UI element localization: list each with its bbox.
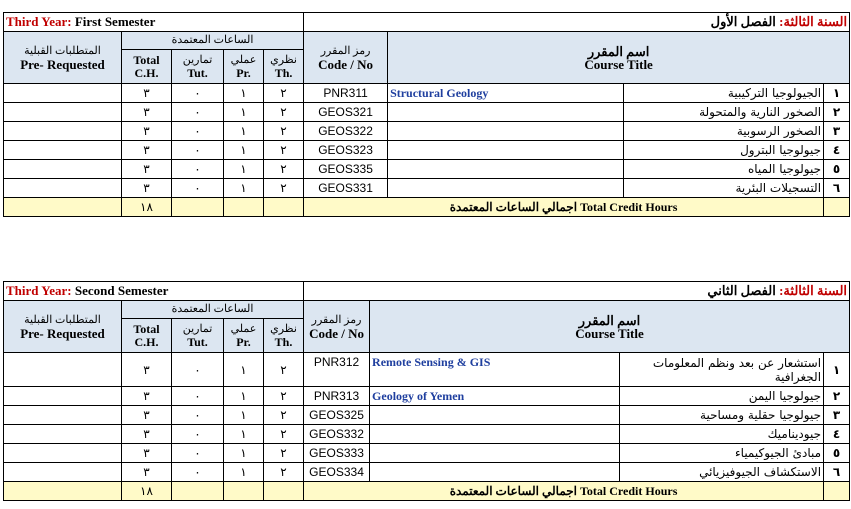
code-header: رمز المقرر Code / No [304,301,370,353]
row-index: ٤ [824,141,850,160]
code-cell: GEOS334 [304,463,370,482]
th-total-cell [264,198,304,217]
total-cell: ٣ [122,406,172,425]
code-cell: GEOS325 [304,406,370,425]
course-title-ar: جيولوجيا المياه [624,160,824,179]
pr-header: عملي Pr. [224,319,264,353]
tut-cell: ٠ [172,387,224,406]
credit-hours-header: الساعات المعتمدة [122,301,304,319]
semester-title-ar: السنة الثالثة: الفصل الثاني [304,282,850,301]
course-title-ar: الجيولوجيا التركيبية [624,84,824,103]
code-cell: GEOS332 [304,425,370,444]
pr-cell: ١ [224,444,264,463]
prereq-header: المتطلبات القبلية Pre- Requested [4,32,122,84]
prereq-cell [4,122,122,141]
pr-cell: ١ [224,463,264,482]
total-ch-header: Total C.H. [122,319,172,353]
code-cell: GEOS335 [304,160,388,179]
pr-cell: ١ [224,353,264,387]
th-cell: ٢ [264,444,304,463]
course-title-en [370,406,620,425]
tut-cell: ٠ [172,179,224,198]
pr-cell: ١ [224,122,264,141]
semester-title-en: Third Year: First Semester [4,13,304,32]
course-title-en [388,160,624,179]
total-cell: ٣ [122,103,172,122]
table-row [4,160,850,179]
pr-header: عملي Pr. [224,50,264,84]
tut-total-cell [172,482,224,501]
credit-hours-header: الساعات المعتمدة [122,32,304,50]
tut-cell: ٠ [172,406,224,425]
th-cell: ٢ [264,463,304,482]
total-cell: ٣ [122,84,172,103]
row-index: ٦ [824,463,850,482]
course-title-ar: جيولوجيا اليمن [620,387,824,406]
th-header: نظري Th. [264,50,304,84]
semester-table-second [3,281,850,501]
tut-cell: ٠ [172,425,224,444]
row-index: ٢ [824,387,850,406]
th-cell: ٢ [264,84,304,103]
row-index: ٥ [824,444,850,463]
course-title-ar: جيولوجيا البترول [624,141,824,160]
course-title-en [388,103,624,122]
course-title-en: Geology of Yemen [370,387,620,406]
prereq-cell [4,406,122,425]
prereq-cell [4,463,122,482]
th-cell: ٢ [264,179,304,198]
course-title-ar: الاستكشاف الجيوفيزيائي [620,463,824,482]
row-index: ٥ [824,160,850,179]
pr-cell: ١ [224,387,264,406]
total-cell: ٣ [122,425,172,444]
total-hours-value: ١٨ [122,482,172,501]
course-title-en [370,444,620,463]
code-cell: PNR312 [304,353,370,387]
table-row [4,406,850,425]
course-title-en [370,425,620,444]
course-title-en [388,141,624,160]
course-title-ar: الصخور الرسوبية [624,122,824,141]
pr-total-cell [224,198,264,217]
tut-cell: ٠ [172,353,224,387]
th-cell: ٢ [264,406,304,425]
pr-cell: ١ [224,179,264,198]
code-cell: GEOS331 [304,179,388,198]
tut-cell: ٠ [172,84,224,103]
course-title-en: Remote Sensing & GIS [370,353,620,387]
row-index: ٤ [824,425,850,444]
tut-total-cell [172,198,224,217]
tut-cell: ٠ [172,463,224,482]
prereq-cell [4,103,122,122]
code-cell: GEOS322 [304,122,388,141]
row-index: ٣ [824,406,850,425]
prereq-cell [4,425,122,444]
table-row [4,122,850,141]
pr-cell: ١ [224,103,264,122]
prereq-cell [4,387,122,406]
th-cell: ٢ [264,425,304,444]
course-title-header: اسم المقرر Course Title [388,32,850,84]
total-ch-header: Total C.H. [122,50,172,84]
tut-header: تمارين Tut. [172,50,224,84]
course-title-ar: استشعار عن بعد ونظم المعلومات الجغرافية [620,353,824,387]
code-cell: PNR313 [304,387,370,406]
code-header: رمز المقرر Code / No [304,32,388,84]
course-title-ar: جيوديناميك [620,425,824,444]
total-hours-value: ١٨ [122,198,172,217]
prereq-cell [4,84,122,103]
pr-cell: ١ [224,425,264,444]
total-cell: ٣ [122,387,172,406]
total-cell: ٣ [122,463,172,482]
total-cell: ٣ [122,160,172,179]
semester-table-first [3,12,850,217]
th-cell: ٢ [264,141,304,160]
row-index: ٢ [824,103,850,122]
total-idx-cell [824,198,850,217]
table-row [4,444,850,463]
total-idx-cell [824,482,850,501]
table-row [4,179,850,198]
th-cell: ٢ [264,160,304,179]
total-cell: ٣ [122,179,172,198]
table-row [4,103,850,122]
prereq-cell [4,353,122,387]
total-cell: ٣ [122,122,172,141]
total-row [4,198,850,217]
pr-cell: ١ [224,141,264,160]
total-cell: ٣ [122,141,172,160]
tut-cell: ٠ [172,444,224,463]
course-title-en [370,463,620,482]
table-row [4,425,850,444]
prereq-cell [4,160,122,179]
semester-title-en: Third Year: Second Semester [4,282,304,301]
prereq-cell [4,141,122,160]
pr-cell: ١ [224,406,264,425]
code-cell: GEOS321 [304,103,388,122]
total-cell: ٣ [122,353,172,387]
pr-total-cell [224,482,264,501]
row-index: ٦ [824,179,850,198]
table-row [4,141,850,160]
code-cell: PNR311 [304,84,388,103]
th-cell: ٢ [264,122,304,141]
table-row [4,353,850,387]
th-header: نظري Th. [264,319,304,353]
row-index: ١ [824,84,850,103]
prereq-header: المتطلبات القبلية Pre- Requested [4,301,122,353]
total-cell: ٣ [122,444,172,463]
prereq-cell [4,444,122,463]
row-index: ٣ [824,122,850,141]
code-cell: GEOS323 [304,141,388,160]
semester-title-ar: السنة الثالثة: الفصل الأول [304,13,850,32]
course-title-en: Structural Geology [388,84,624,103]
tut-cell: ٠ [172,160,224,179]
course-title-ar: جيولوجيا حقلية ومساحية [620,406,824,425]
tut-header: تمارين Tut. [172,319,224,353]
course-title-ar: الصخور النارية والمتحولة [624,103,824,122]
pr-cell: ١ [224,160,264,179]
course-title-en [388,122,624,141]
tut-cell: ٠ [172,103,224,122]
course-title-ar: مبادئ الجيوكيمياء [620,444,824,463]
table-row [4,84,850,103]
tut-cell: ٠ [172,141,224,160]
th-cell: ٢ [264,387,304,406]
total-credit-hours-label: اجمالي الساعات المعتمدة Total Credit Hours [304,198,824,217]
total-credit-hours-label: اجمالي الساعات المعتمدة Total Credit Hours [304,482,824,501]
code-cell: GEOS333 [304,444,370,463]
course-title-ar: التسجيلات البئرية [624,179,824,198]
table-row [4,463,850,482]
table-row [4,387,850,406]
course-title-en [388,179,624,198]
th-cell: ٢ [264,103,304,122]
th-cell: ٢ [264,353,304,387]
pr-cell: ١ [224,84,264,103]
prereq-cell [4,198,122,217]
prereq-cell [4,482,122,501]
th-total-cell [264,482,304,501]
course-title-header: اسم المقرر Course Title [370,301,850,353]
row-index: ١ [824,353,850,387]
tut-cell: ٠ [172,122,224,141]
prereq-cell [4,179,122,198]
total-row [4,482,850,501]
